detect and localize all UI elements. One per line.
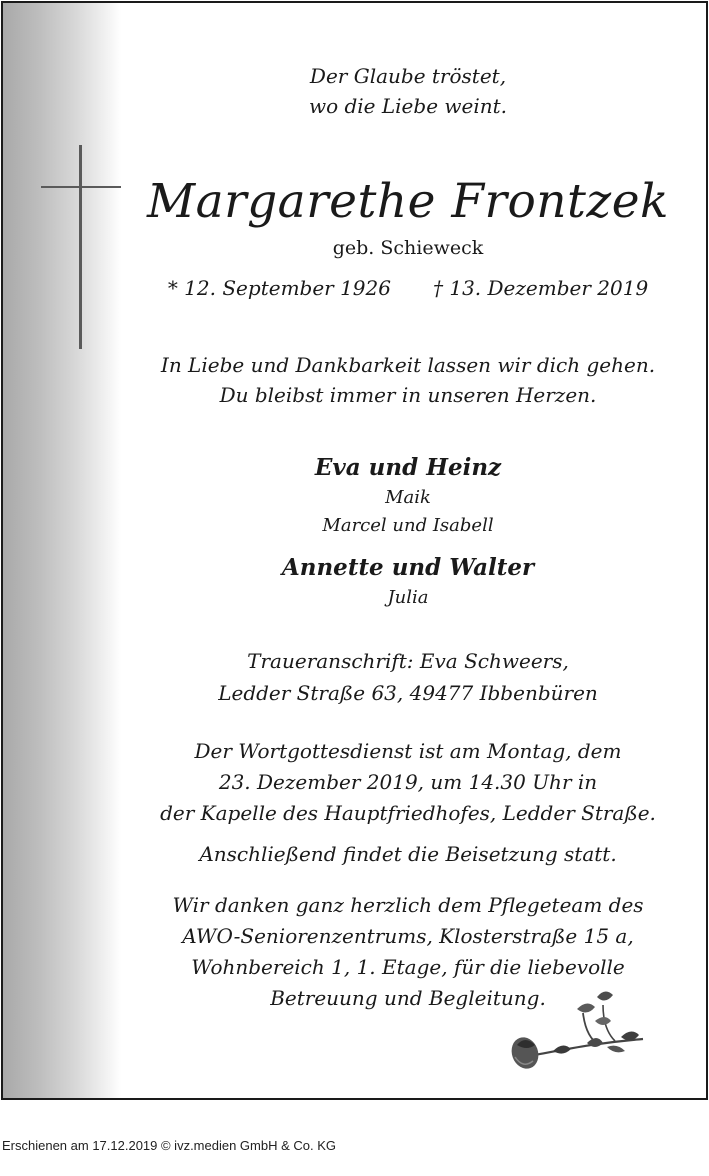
- mourning-address: Traueranschrift: Eva Schweers, Ledder Straße 63, 49477 Ibbenbüren: [218, 649, 598, 705]
- life-dates: [123, 273, 693, 303]
- burial-info: Anschließend findet die Beisetzung statt.: [199, 842, 617, 866]
- service-info: Der Wortgottesdienst ist am Montag, dem 23. Dezember 2019, um 14.30 Uhr in der Kapelle des Hauptfriedhofes, Ledder Straße.: [160, 739, 656, 825]
- death-date: † 13. Dezember 2019: [432, 276, 649, 300]
- family-members-2: Julia: [387, 587, 429, 608]
- deceased-name: Margarethe Frontzek: [146, 174, 669, 229]
- publication-footer: Erschienen am 17.12.2019 © ivz.medien GmbH & Co. KG: [2, 1138, 337, 1153]
- maiden-name: geb. Schieweck: [332, 237, 484, 259]
- thanks-text: Wir danken ganz herzlich dem Pflegeteam des AWO-Seniorenzentrums, Klosterstraße 15 a, Wohnbereich 1, 1. Etage, für die liebevolle Betreuung und Begleitung.: [172, 893, 644, 1010]
- rose-icon: [503, 985, 653, 1085]
- family-name-2: Annette und Walter: [281, 554, 535, 581]
- family-members-1: Maik Marcel und Isabell: [322, 487, 494, 536]
- cross-icon: [41, 145, 121, 349]
- farewell-text: In Liebe und Dankbarkeit lassen wir dich gehen. Du bleibst immer in unseren Herzen.: [160, 353, 656, 407]
- obituary-card: [1, 1, 708, 1100]
- intro-verse: Der Glaube tröstet, wo die Liebe weint.: [308, 64, 508, 118]
- family-name-1: Eva und Heinz: [314, 454, 502, 481]
- birth-date: * 12. September 1926: [167, 276, 391, 300]
